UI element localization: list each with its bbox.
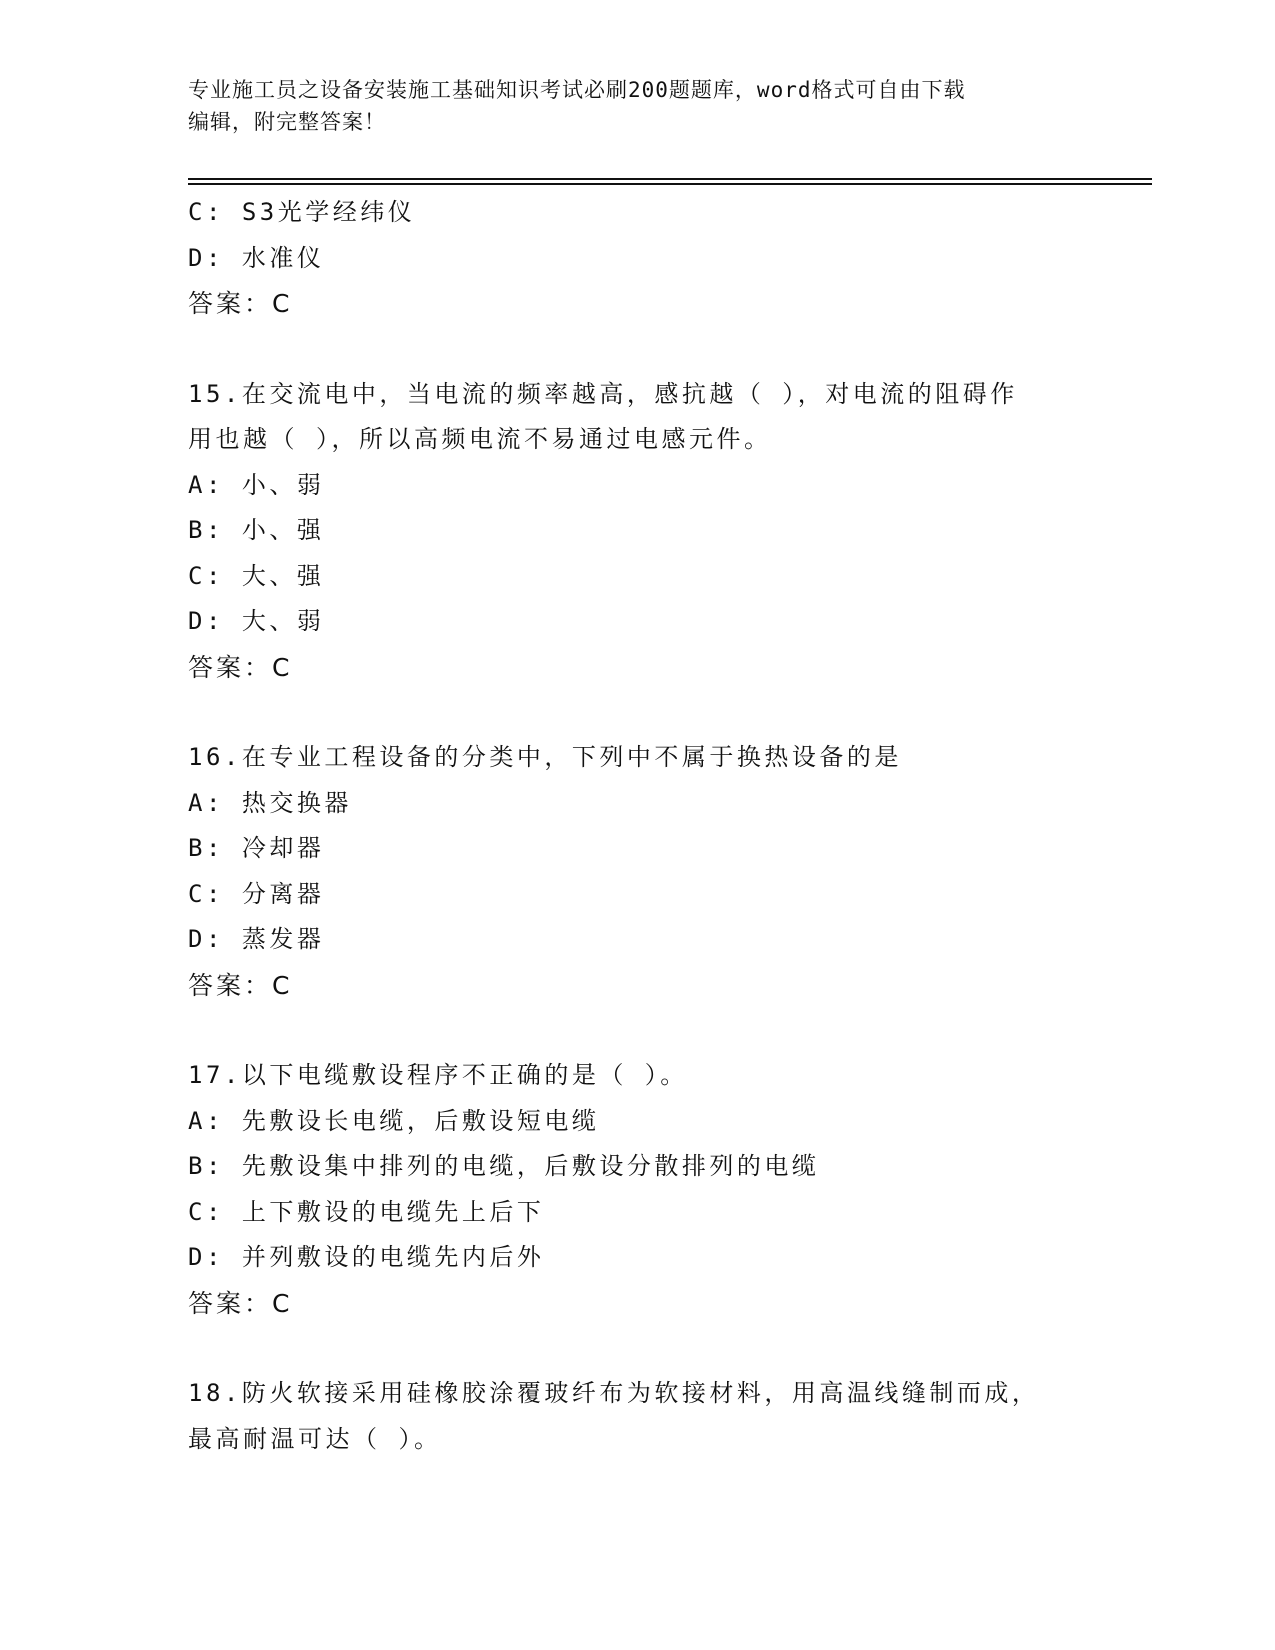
answer-label: 答案：C <box>188 970 293 1000</box>
header-rule-bottom <box>188 183 1152 185</box>
option-d: D: 蒸发器 <box>188 925 325 953</box>
question-list <box>188 190 1088 1462</box>
question-stem: 16.在专业工程设备的分类中，下列中不属于换热设备的是 <box>188 743 902 771</box>
option-c: C: 分离器 <box>188 879 325 908</box>
spacer <box>188 690 1088 735</box>
option-c: C: 大、强 <box>188 561 325 590</box>
answer-label: 答案：C <box>188 652 293 682</box>
question-14-tail <box>188 190 1088 327</box>
option-d: D: 水准仪 <box>188 243 325 272</box>
header-line-2: 编辑，附完整答案！ <box>188 110 386 134</box>
question-stem-line-2: 用也越（ ），所以高频电流不易通过电感元件。 <box>188 425 772 453</box>
question-stem-line-1: 18.防火软接采用硅橡胶涂覆玻纤布为软接材料，用高温线缝制而成， <box>188 1379 1040 1407</box>
answer-label: 答案：C <box>188 289 293 318</box>
answer-label: 答案：C <box>188 1288 293 1318</box>
document-header <box>188 74 1068 138</box>
question-17 <box>188 1053 1088 1326</box>
option-a: A: 热交换器 <box>188 788 352 817</box>
question-18 <box>188 1371 1088 1462</box>
option-b: B: 先敷设集中排列的电缆，后敷设分散排列的电缆 <box>188 1152 820 1180</box>
question-16 <box>188 735 1088 1008</box>
question-15 <box>188 372 1088 691</box>
option-a: A: 小、弱 <box>188 470 325 499</box>
option-c: C: S3光学经纬仪 <box>188 198 416 226</box>
question-stem-line-1: 15.在交流电中，当电流的频率越高，感抗越（ ），对电流的阻碍作 <box>188 379 1018 408</box>
option-c: C: 上下敷设的电缆先上后下 <box>188 1197 545 1226</box>
header-line-1: 专业施工员之设备安装施工基础知识考试必刷200题题库，word格式可自由下载 <box>188 78 966 102</box>
option-d: D: 并列敷设的电缆先内后外 <box>188 1243 545 1271</box>
spacer <box>188 1008 1088 1053</box>
question-stem-line-2: 最高耐温可达（ ）。 <box>188 1424 442 1453</box>
option-b: B: 小、强 <box>188 516 325 544</box>
header-rule-top <box>188 178 1152 180</box>
option-d: D: 大、弱 <box>188 607 325 635</box>
option-a: A: 先敷设长电缆，后敷设短电缆 <box>188 1106 600 1135</box>
spacer <box>188 1326 1088 1371</box>
option-b: B: 冷却器 <box>188 834 325 862</box>
spacer <box>188 327 1088 372</box>
question-stem: 17.以下电缆敷设程序不正确的是（ ）。 <box>188 1061 688 1089</box>
